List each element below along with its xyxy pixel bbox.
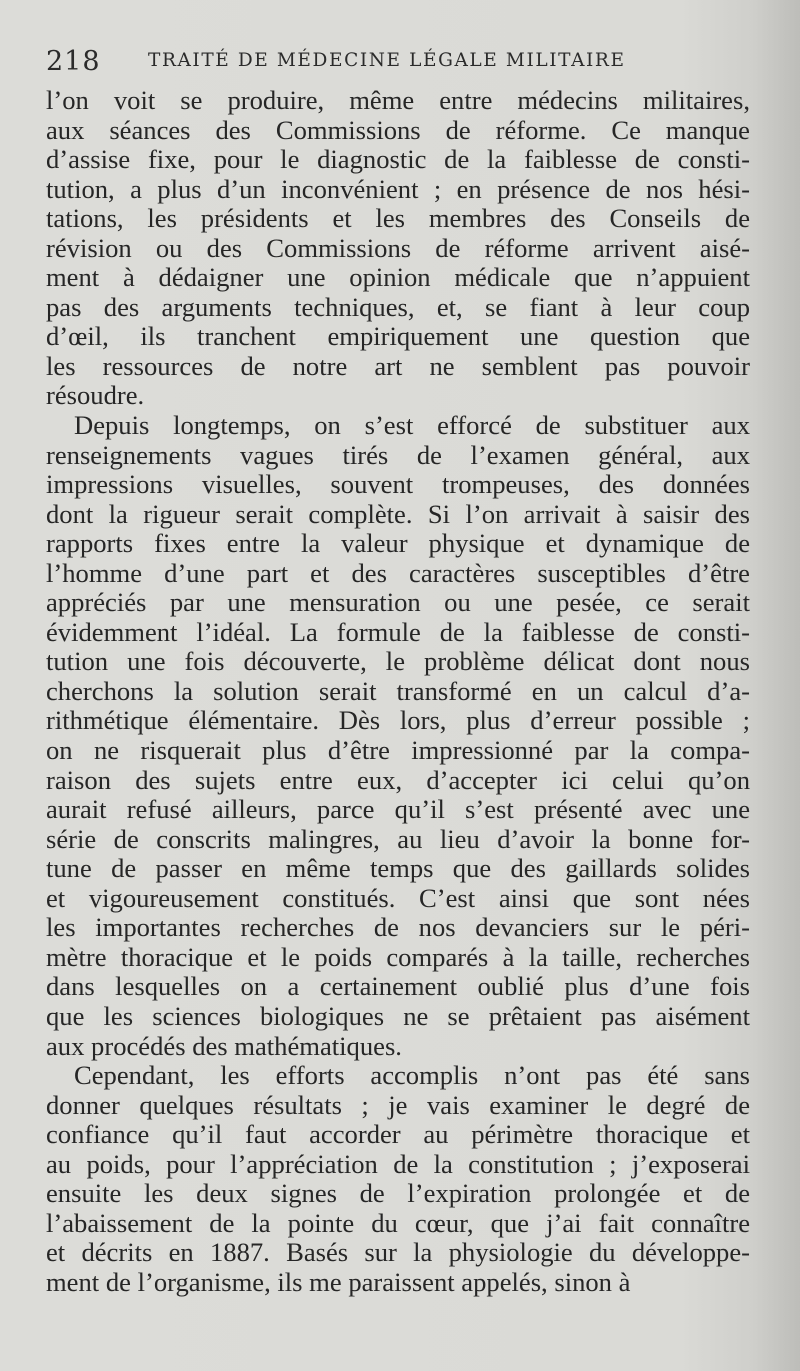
text-line: au poids, pour l’appréciation de la constitution ; j’exposerai [46, 1148, 750, 1179]
text-line: raison des sujets entre eux, d’accepter ici celui qu’on [46, 764, 750, 795]
text-line: tution une fois découverte, le problème délicat dont nous [46, 646, 750, 677]
text-line: et vigoureusement constitués. C’est ainsi que sont nées [46, 882, 750, 913]
text-line: confiance qu’il faut accorder au périmètre thoracique et [46, 1119, 750, 1150]
text-line: on ne risquerait plus d’être impressionné par la compa- [46, 735, 750, 766]
page-number: 218 [46, 46, 101, 77]
text-line: ensuite les deux signes de l’expiration prolongée et de [46, 1178, 750, 1209]
text-line: dont la rigueur serait complète. Si l’on arrivait à saisir des [46, 498, 750, 529]
page-header [46, 44, 746, 80]
text-line: donner quelques résultats ; je vais examiner le degré de [46, 1089, 750, 1120]
text-line: l’abaissement de la pointe du cœur, que j’ai fait connaître [46, 1207, 750, 1238]
text-line: impressions visuelles, souvent trompeuses, des données [46, 469, 750, 500]
paragraph [46, 86, 750, 411]
text-line: d’assise fixe, pour le diagnostic de la faiblesse de consti- [46, 144, 750, 175]
text-line: aurait refusé ailleurs, parce qu’il s’est présenté avec une [46, 794, 750, 825]
text-line: et décrits en 1887. Basés sur la physiologie du développe- [46, 1237, 750, 1268]
text-line: série de conscrits malingres, au lieu d’avoir la bonne for- [46, 823, 750, 854]
text-line: aux séances des Commissions de réforme. Ce manque [46, 114, 750, 145]
text-line: Cependant, les efforts accomplis n’ont pas été sans [74, 1060, 750, 1091]
text-line: l’homme d’une part et des caractères susceptibles d’être [46, 557, 750, 588]
text-line: rithmétique élémentaire. Dès lors, plus d’erreur possible ; [46, 705, 750, 736]
paragraph [46, 1061, 750, 1297]
text-line: appréciés par une mensuration ou une pesée, ce serait [46, 587, 750, 618]
text-line: rapports fixes entre la valeur physique et dynamique de [46, 528, 750, 559]
text-line: que les sciences biologiques ne se prêtaient pas aisément [46, 1000, 750, 1031]
text-line: révision ou des Commissions de réforme arrivent aisé- [46, 232, 750, 263]
text-line: mètre thoracique et le poids comparés à la taille, recherches [46, 941, 750, 972]
text-line: Depuis longtemps, on s’est efforcé de substituer aux [74, 410, 750, 441]
text-line: dans lesquelles on a certainement oublié plus d’une fois [46, 971, 750, 1002]
body-text [46, 86, 750, 1297]
text-line: d’œil, ils tranchent empiriquement une question que [46, 321, 750, 352]
text-line: tune de passer en même temps que des gaillards solides [46, 853, 750, 884]
text-line: évidemment l’idéal. La formule de la faiblesse de consti- [46, 616, 750, 647]
text-line: ment à dédaigner une opinion médicale que n’appuient [46, 262, 750, 293]
text-line: tations, les présidents et les membres des Conseils de [46, 203, 750, 234]
text-line: les ressources de notre art ne semblent pas pouvoir [46, 350, 750, 381]
text-line: l’on voit se produire, même entre médecins militaires, [46, 85, 750, 115]
text-line: renseignements vagues tirés de l’examen général, aux [46, 439, 750, 470]
text-line: résoudre. [46, 380, 145, 411]
text-line: les importantes recherches de nos devanciers sur le péri- [46, 912, 750, 943]
running-title: TRAITÉ DE MÉDECINE LÉGALE MILITAIRE [148, 50, 626, 71]
text-line: cherchons la solution serait transformé en un calcul d’a- [46, 675, 750, 706]
text-line: pas des arguments techniques, et, se fiant à leur coup [46, 291, 750, 322]
text-line: aux procédés des mathématiques. [46, 1030, 402, 1061]
text-line: tution, a plus d’un inconvénient ; en présence de nos hési- [46, 173, 750, 204]
text-line: ment de l’organisme, ils me paraissent appelés, sinon à [46, 1266, 631, 1297]
paragraph [46, 411, 750, 1061]
